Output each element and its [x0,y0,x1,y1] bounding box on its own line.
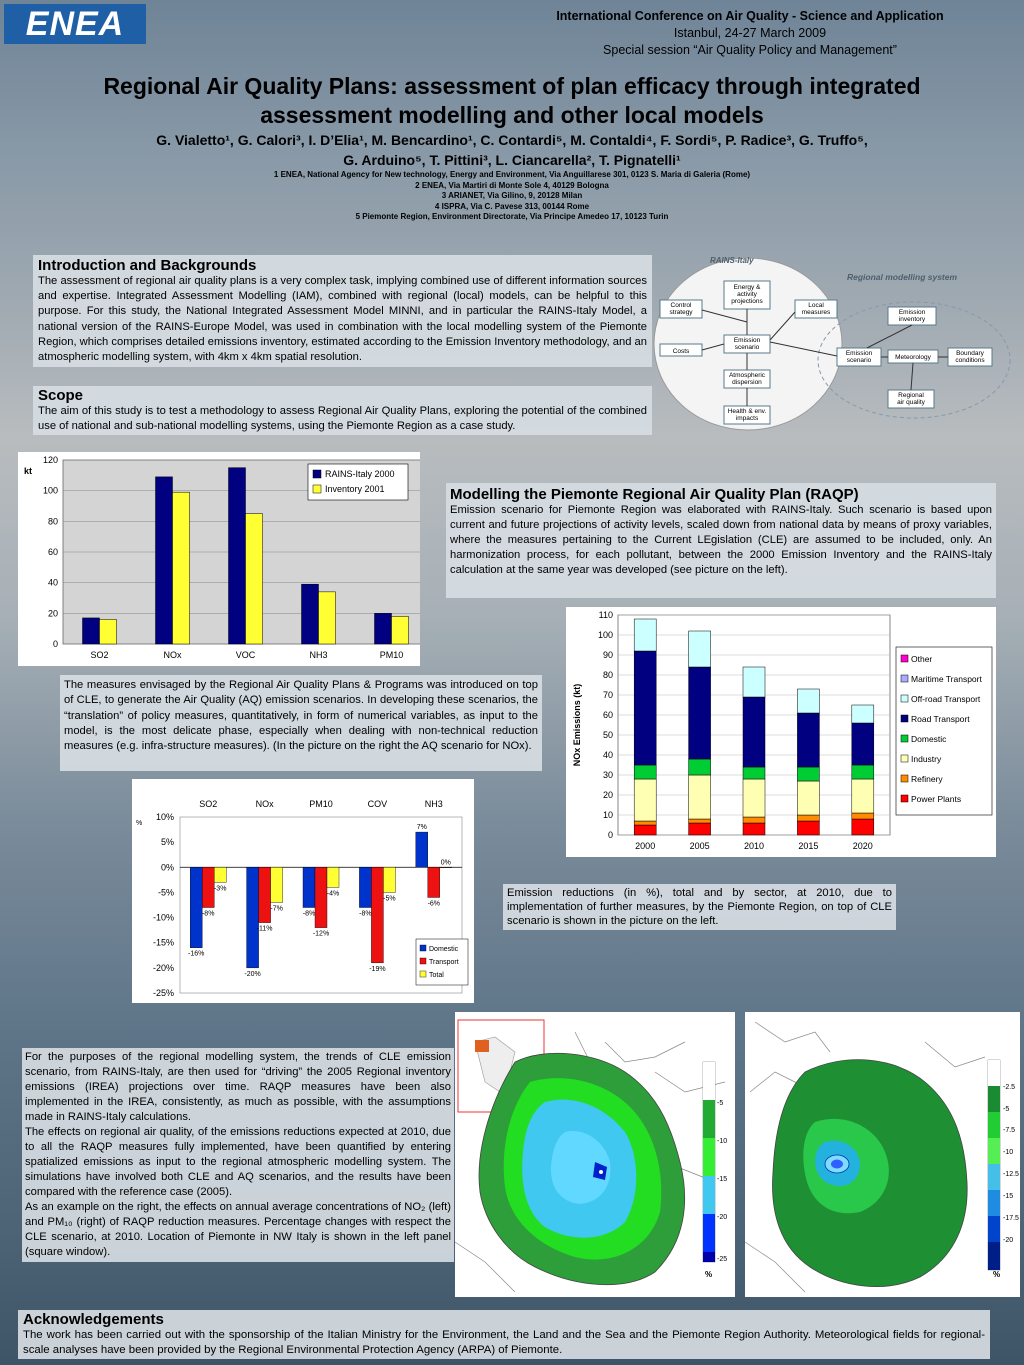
x-tick-label: NOx [163,650,182,660]
stacked-bar-segment [743,667,765,697]
data-label: -8% [359,910,372,918]
stacked-bar-segment [852,765,874,779]
emission-reductions-text: Emission reductions (in %), total and by sector, at 2010, due to implementation of further measures, by the Piemonte Region, on top of CLE scenario is shown in the picture on the left. [503,884,896,930]
intro-section [33,255,652,367]
bar [83,618,100,644]
y-tick-label: 0 [52,639,58,649]
legend-label: RAINS-Italy 2000 [325,469,395,479]
stacked-bar-segment [689,819,711,823]
title-line: Regional Air Quality Plans: assessment of plan efficacy through integrated [103,73,921,99]
y-tick-label: 10% [155,812,174,822]
bar [359,867,371,907]
data-label: -7% [270,905,283,913]
x-category-label: COV [367,799,388,809]
x-tick-label: 2000 [635,841,656,851]
bar [383,867,395,892]
x-tick-label: 2005 [689,841,710,851]
emission-scenario-line: Emission [733,337,761,344]
conference-session: Special session “Air Quality Policy and Management” [603,43,897,57]
y-axis-label: % [136,820,143,827]
raqp-section [446,483,996,598]
energy-box-line: Energy & [733,284,761,291]
right-scale-tick: -20 [1003,1237,1014,1244]
atmospheric-line: Atmospheric [728,372,766,379]
x-tick-label: VOC [235,650,256,660]
y-tick-label: 10 [602,810,613,820]
data-label: 7% [416,824,427,832]
atmospheric-line: dispersion [732,379,762,386]
y-tick-label: 40 [47,577,58,588]
bar [371,867,383,963]
y-tick-label: 80 [47,516,58,527]
stacked-bar-segment [689,775,711,819]
authors [40,130,984,170]
legend-swatch [420,971,426,977]
bar [246,514,263,644]
bar [247,867,259,968]
legend-label: Inventory 2001 [325,484,385,494]
y-tick-label: 100 [597,630,613,640]
stacked-bar-segment [634,821,656,825]
stacked-bar-segment [634,825,656,835]
ack-text: The work has been carried out with the sponsorship of the Italian Ministry for the Environment, the Land and the Sea and the Piemonte Region Authority. Meteorological fields for regional-scale analyses have been provided by the Regional Environmental Protection Agency (ARPA) of Piemonte. [23,1329,985,1356]
chart-rains-vs-inventory [18,452,420,666]
stacked-bar-segment [689,759,711,775]
bar [428,867,440,897]
no2-map-graphic [455,1012,735,1297]
data-label: -16% [188,950,205,958]
stacked-bar-segment [634,765,656,779]
emission-scenario2-line: scenario [846,357,872,364]
scope-heading: Scope [38,387,84,404]
bar [100,619,117,644]
y-tick-label: 20 [47,608,58,619]
right-scale-tick: -5 [1003,1106,1010,1113]
data-label: -3% [213,885,227,893]
legend-label: Power Plants [911,794,962,804]
x-category-label: NH3 [424,799,443,809]
trends-paragraph: For the purposes of the regional modelling system, the trends of CLE emission scenario, from RAINS-Italy, are then used for “driving” the 2005 Regional inventory emissions (IREA) projections over time. RAQP measures have been also implemented in the IREA, consistently, as much as possible, with the assumptions made in RAINS-Italy calculations. [25,1051,451,1123]
regional-aq-line: Regional [898,392,924,399]
emission-inventory-line: inventory [898,316,926,323]
left-scale-tick: -25 [717,1256,728,1263]
rains-label: RAINS-Italy [710,256,754,265]
emission-scenario-line: scenario [734,344,760,351]
bar [416,832,428,867]
y-tick-label: 0 [607,830,613,840]
bar [156,477,173,644]
legend-label: Refinery [911,774,943,784]
raqp-heading: Modelling the Piemonte Regional Air Quality Plan (RAQP) [450,486,859,503]
data-label: -20% [244,970,261,978]
energy-box-line: activity [737,291,757,298]
right-scale-tick: -7.5 [1003,1127,1016,1134]
measures-text: The measures envisaged by the Regional Air Quality Plans & Programs was introduced on top of CLE, to generate the Air Quality (AQ) emission scenarios. In developing these scenarios, the “translation” of policy measures, quantitatively, in form of numerical variables, as input to the model, is the most delicate phase, especially when dealing with non-technical reduction measures (e.g. infra-structure measures). (In the picture on the right the AQ scenario for NOx). [60,675,542,771]
y-tick-label: -15% [152,937,174,948]
emission-inventory-line: Emission [898,309,926,316]
legend-swatch [420,958,426,964]
bar [319,592,336,644]
stacked-bar-segment [852,723,874,765]
stacked-bar-segment [797,781,819,815]
x-tick-label: 2020 [852,841,873,851]
intro-text: The assessment of regional air quality plans is a very complex task, implying combined use of different information sources and expertise. Integrated Assessment Modelling (IAM), combined with regional (local) models, can be helpful to this purpose. For this study, the National Integrated Assessment Model MINNI, and in particular the RAINS-Italy Model, a national version of the RAINS-Europe Model, was used in combination with the local modelling system of the Piemonte Region, which comprises detailed emissions inventory, estimated according to the Emission Inventory methodology, and an atmospheric modelling system, with 4km x 4km spatial resolution. [38,275,647,364]
affiliation: 4 ISPRA, Via C. Pavese 313, 00144 Rome [434,201,590,211]
regional-label: Regional modelling system [847,272,958,282]
affiliation: 1 ENEA, National Agency for New technology, Energy and Environment, Via Anguillarese 301, 0123 S. Maria di Galeria (Rome) [273,170,751,179]
local-measures-line: measures [801,309,831,316]
y-tick-label: 120 [42,455,58,465]
legend-label: Total [429,972,444,979]
left-scale-unit: % [705,1270,713,1279]
x-tick-label: SO2 [90,650,109,660]
data-label: -5% [383,895,396,903]
emission-scenario2-line: Emission [845,350,873,357]
scope-text: The aim of this study is to test a methodology to assess Regional Air Quality Plans, exploring the potential of the combined use of national and sub-national modelling systems, using the Piemonte Region as a case study. [38,405,647,433]
control-box-line: Control [670,302,692,309]
stacked-bar-segment [797,815,819,821]
legend-label: Maritime Transport [911,674,982,684]
stacked-bar-segment [743,697,765,767]
y-tick-label: 40 [602,750,613,760]
y-tick-label: 30 [602,770,613,780]
bar [190,867,202,947]
stacked-bar-segment [797,767,819,781]
data-label: -11% [256,925,273,933]
x-tick-label: PM10 [379,650,404,660]
stacked-bar-segment [797,689,819,713]
conference-name: International Conference on Air Quality - Science and Application [556,9,944,23]
poster-title [40,72,984,130]
stacked-bar-segment [743,779,765,817]
bar [440,867,452,868]
intro-heading: Introduction and Backgrounds [38,257,257,274]
x-tick-label: NH3 [309,650,328,660]
data-label: -6% [427,900,441,908]
bar [375,613,392,644]
title-line: assessment modelling and other local models [260,102,764,128]
enea-logo: ENEA [4,4,146,44]
stacked-bar-segment [852,705,874,723]
y-tick-label: 5% [160,837,174,848]
stacked-bar-segment [852,819,874,835]
bar [229,468,246,644]
y-tick-label: 60 [47,547,58,557]
y-tick-label: 80 [602,670,613,680]
legend-swatch [420,945,426,951]
bar [259,867,271,922]
x-category-label: NOx [255,799,274,809]
right-scale-tick: -15 [1003,1193,1014,1200]
legend-label: Transport [429,959,459,966]
bar [271,867,283,902]
legend-swatch [313,485,321,493]
data-label: -12% [312,930,330,938]
boundary-line: Boundary [956,350,984,357]
legend-label: Domestic [911,734,947,744]
bar [302,584,319,644]
y-tick-label: 110 [598,610,613,620]
x-category-label: PM10 [309,799,333,809]
boundary-line: conditions [955,357,985,364]
stacked-bar-segment [634,619,656,651]
stacked-bar-segment [852,813,874,819]
trends-paragraph: As an example on the right, the effects on annual average concentrations of NO₂ (left) and PM₁₀ (right) of RAQP reduction measures. Percentage changes with respect the CLE scenario, at 2010. Location of Piemonte in NW Italy is shown in the left panel (square window). [25,1201,451,1258]
right-scale-tick: -2.5 [1003,1084,1016,1091]
legend-swatch [901,755,908,762]
right-scale-unit: % [993,1270,1001,1279]
y-tick-label: 0% [160,862,174,873]
affiliation: 3 ARIANET, Via Gilino, 9, 20128 Milan [441,191,583,200]
local-measures-line: Local [808,302,824,309]
ack-heading: Acknowledgements [23,1311,164,1328]
authors-line: G. Arduino⁵, T. Pittini³, L. Ciancarella², T. Pignatelli¹ [343,152,681,168]
raqp-text: Emission scenario for Piemonte Region was elaborated with RAINS-Italy. Such scenario is based upon current and future projections of activity levels, scaled down from national data by means of proxy variables, where the measures pertaining to the Current LEgislation (CLE) are assumed to be included, only. An harmonization process, for each pollutant, between the 2000 Emission Inventory and the RAINS-Italy calculation at the same year was developed (see picture on the left). [450,504,992,576]
legend-swatch [901,655,908,662]
y-tick-label: -20% [152,962,174,973]
legend-swatch [901,695,908,702]
costs-box: Costs [672,348,690,355]
stacked-bar-segment [797,713,819,767]
y-tick-label: 20 [602,790,613,800]
legend-label: Off-road Transport [911,694,981,704]
left-scale-tick: -5 [717,1100,724,1107]
y-tick-label: -5% [157,887,174,898]
left-scale-tick: -20 [717,1214,728,1221]
y-tick-label: -25% [152,988,174,998]
pm10-map [745,1012,1020,1297]
trends-section [22,1048,454,1262]
y-tick-label: 50 [602,730,613,740]
control-box-line: strategy [669,309,693,316]
chart-emission-reductions [132,779,474,1003]
regional-aq-line: air quality [897,399,925,406]
left-scale-tick: -15 [717,1176,728,1183]
legend-swatch [901,715,908,722]
modelling-diagram [652,252,1012,434]
authors-line: G. Vialetto¹, G. Calori³, I. D’Elia¹, M. Bencardino¹, C. Contardi⁵, M. Contaldi⁴, F. Sordi⁵, P. Radice³, G. Truffo⁵, [156,132,868,148]
affiliation: 5 Piemonte Region, Environment Directorate, Via Principe Amedeo 17, 10123 Turin [355,212,669,221]
bar [214,867,226,882]
stacked-bar-segment [689,667,711,759]
stacked-bar-segment [743,823,765,835]
y-tick-label: 90 [602,650,613,660]
right-scale-tick: -10 [1003,1149,1014,1156]
y-tick-label: 60 [602,710,613,720]
legend-label: Road Transport [911,714,970,724]
data-label: -19% [369,965,386,973]
stacked-bar-segment [634,779,656,821]
meteorology-box: Meteorology [895,354,931,361]
data-label: -8% [201,910,215,918]
left-scale-tick: -10 [717,1138,728,1145]
stacked-bar-segment [689,823,711,835]
legend-swatch [901,675,908,682]
x-tick-label: 2010 [743,841,765,851]
y-axis-label: NOx Emissions (kt) [572,683,582,767]
stacked-bar-segment [797,821,819,835]
data-label: -8% [302,910,316,918]
bar [202,867,214,907]
scope-section [33,386,652,435]
right-scale-tick: -17.5 [1003,1215,1019,1222]
legend-label: Other [911,654,933,664]
legend-box [896,647,992,815]
chart-nox-emissions [566,607,996,857]
data-label: -4% [326,890,340,898]
stacked-bar-segment [689,631,711,667]
legend-label: Industry [911,754,942,764]
stacked-bar-segment [743,767,765,779]
affiliations [40,170,984,223]
bar [173,492,190,644]
legend-swatch [901,735,908,742]
affiliation: 2 ENEA, Via Martiri di Monte Sole 4, 40129 Bologna [415,180,609,190]
bar [315,867,327,927]
acknowledgements-section [18,1310,990,1359]
trends-paragraph: The effects on regional air quality, of the emissions reductions expected at 2010, due to all the RAQP measures fully implemented, have been quantified by entering spatialized emissions as input to the regional atmospheric modelling system. The simulations have involved both CLE and AQ scenarios, and the results have been compared with the reference case (2005). [25,1126,451,1198]
y-tick-label: 70 [602,690,613,700]
health-line: Health & env. [727,408,767,415]
y-tick-label: -10% [152,912,174,923]
x-category-label: SO2 [199,799,218,809]
legend-swatch [901,795,908,802]
pm10-map-graphic [745,1012,1020,1297]
legend-swatch [313,470,321,478]
right-scale-tick: -12.5 [1003,1171,1019,1178]
data-label: 0% [440,859,451,867]
legend-label: Domestic [429,946,459,953]
bar [303,867,315,907]
stacked-bar-segment [852,779,874,813]
no2-map [455,1012,735,1297]
stacked-bar-segment [743,817,765,823]
y-axis-label: kt [24,466,33,476]
health-line: impacts [735,415,759,422]
conference-place-date: Istanbul, 24-27 March 2009 [673,26,827,40]
stacked-bar-segment [634,651,656,765]
legend-swatch [901,775,908,782]
bar [392,616,409,644]
y-tick-label: 100 [42,485,58,496]
x-tick-label: 2015 [798,841,819,851]
bar [327,867,339,887]
energy-box-line: projections [731,298,763,305]
conference-header [500,8,1000,59]
